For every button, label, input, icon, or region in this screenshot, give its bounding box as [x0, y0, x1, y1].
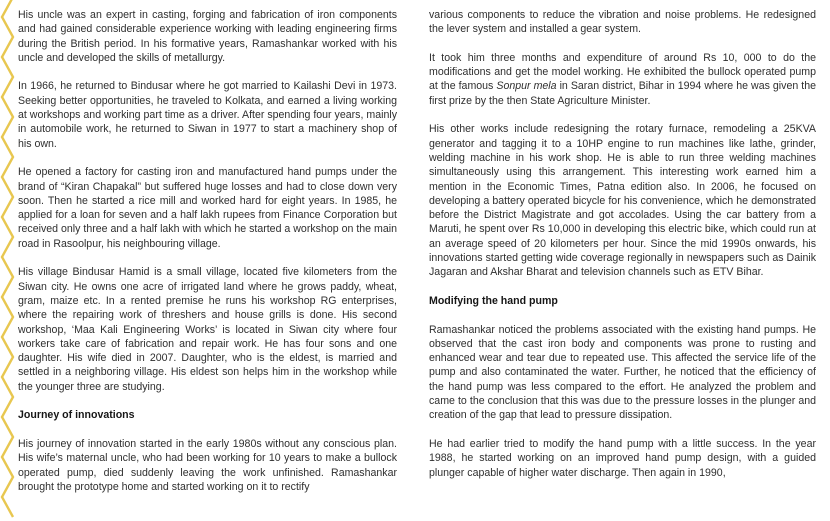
paragraph-sonpur-mela-exhibition [429, 51, 816, 108]
right-column [429, 8, 816, 494]
paragraph-text-before-italic: It took him three months and expenditure of around Rs 10, 000 to do the modifications and get the model working. He exhibited the bullock operated pump at the famous [429, 51, 816, 93]
paragraph-uncle-background: His uncle was an expert in casting, forging and fabrication of iron components and had gained considerable experience working with leading engineering firms during the British period. In his formative years, Ramashankar worked with his uncle and developed the skills of metallurgy. [18, 9, 397, 64]
zigzag-line [2, 0, 13, 517]
paragraph-text-after-italic: in Saran district, Bihar in 1994 where he was given the first prize by the then State Agriculture Minister. [429, 80, 816, 107]
heading-modifying-the-hand-pump: Modifying the hand pump [429, 294, 558, 307]
paragraph-factory-kiran-chapakal: He opened a factory for casting iron and manufactured hand pumps under the brand of “Kiran Chapakal” but suffered huge losses and had to close down very soon. Then he started a rice mill and worked hard for eight years. In 1985, he applied for a loan for seven and a half lakh rupees from Finance Corporation but received only three and a half lakh with which he started a workshop on the main road in Rasoolpur, his neighbouring village. [18, 166, 397, 250]
heading-journey-of-innovations: Journey of innovations [18, 409, 135, 422]
left-column [18, 8, 397, 508]
paragraph-journey-start: His journey of innovation started in the early 1980s without any conscious plan. His wife’s maternal uncle, who had been working for 10 years to make a bullock operated pump, died suddenly leaving the work unfinished. Ramashankar brought the prototype home and started working on it to rectify [18, 437, 397, 493]
italic-sonpur-mela: Sonpur mela [496, 80, 557, 93]
paragraph-earlier-attempts: He had earlier tried to modify the hand pump with a little success. In the year 1988, he started working on an improved hand pump design, with a guided plunger capable of higher water discharge. Then again in 1990, [429, 437, 816, 479]
paragraph-village-family: His village Bindusar Hamid is a small village, located five kilometers from the Siwan city. He owns one acre of irrigated land where he grows paddy, wheat, gram, maize etc. In a rented premise he runs his workshop RG enterprises, where the repairing work of threshers and house grills is done. His second workshop, ‘Maa Kali Engineering Works’ is located in Siwan city where four workers take care of fabrication and repair work. He has four sons and one daughter. His wife died in 2007. Daughter, who is the eldest, is married and settled in a neighboring village. His eldest son helps him in the workshop while the younger three are studying. [18, 266, 397, 393]
paragraph-hand-pump-problems: Ramashankar noticed the problems associated with the existing hand pumps. He observed that the cast iron body and components was prone to rusting and enhanced wear and tear due to repeated use. This affected the service life of the pump and also contaminated the water. Further, he noticed that the efficiency of the hand pump was less compared to the effort. He analyzed the problem and came to the conclusion that this was due to the pressure losses in the plunger and creation of the gap that lead to pressure dissipation. [429, 323, 816, 422]
paragraph-other-works: His other works include redesigning the rotary furnace, remodeling a 25KVA generator and tagging it to a 10HP engine to run machines like lathe, grinder, welding machine in his work shop. He is able to run three welding machines simultaneously using this arrangement. This interesting work earned him a mention in the Economic Times, Patna edition also. In 2006, he focused on developing a battery operated bicycle for his convenience, which he demonstrated before the District Magistrate and got accolades. Using the car battery from a Maruti, he spent over Rs 10,000 in developing this electric bike, which could run at an average speed of 20 kilometers per hour. Since the mid 1990s onwards, his innovations started getting wide coverage regionally in newspapers such as Dainik Jagaran and Akshar Bharat and television channels such as ETV Bihar. [429, 123, 816, 279]
zigzag-border-decoration [0, 0, 18, 521]
paragraph-return-1966: In 1966, he returned to Bindusar where he got married to Kailashi Devi in 1973. Seeking better opportunities, he traveled to Kolkata, and earned a living working at workshops and working part time as a driver. After spending four years, mainly in automobile work, he returned to Siwan in 1977 to start a machinery shop of his own. [18, 80, 397, 150]
paragraph-vibration-components: various components to reduce the vibration and noise problems. He redesigned the lever system and installed a gear system. [429, 9, 816, 36]
